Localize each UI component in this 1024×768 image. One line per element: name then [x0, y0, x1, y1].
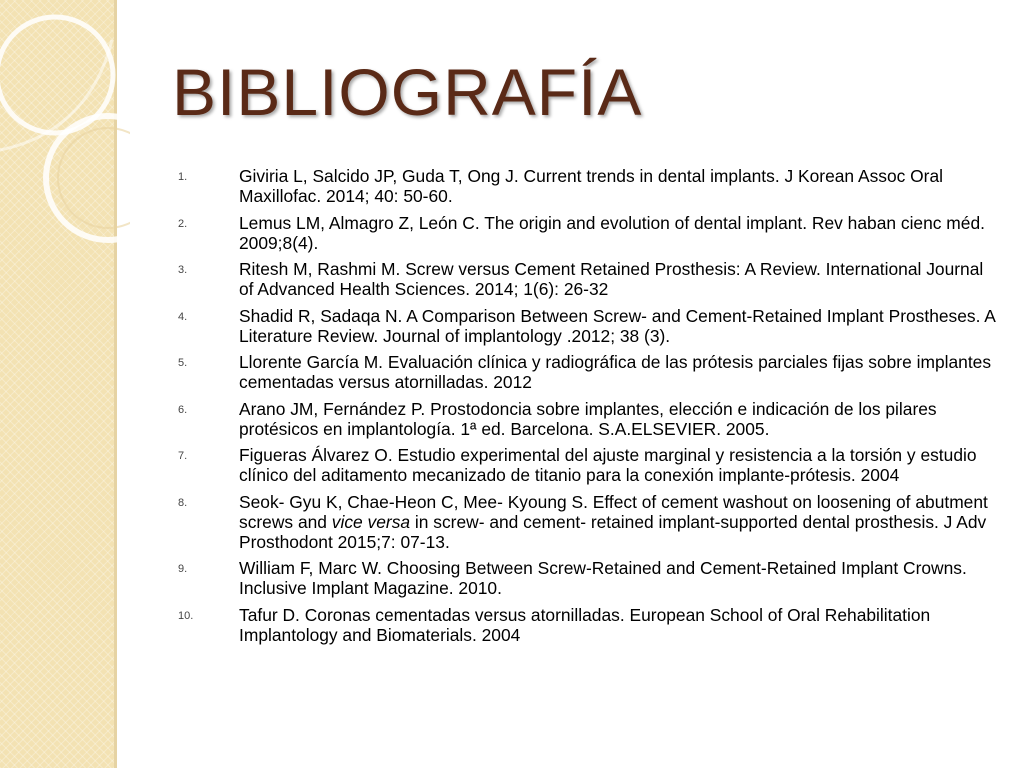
reference-item-10 — [178, 605, 998, 645]
reference-text: Shadid R, Sadaqa N. A Comparison Between Screw- and Cement-Retained Implant Prostheses. A Literature Review. Journal of implantology .2012; 38 (3). — [239, 305, 995, 346]
reference-item-1 — [178, 166, 998, 206]
reference-text-part: in screw- and cement- retained implant-supported dental prosthesis. J Adv Prosthodont 2015;7: 07-13. — [239, 511, 987, 552]
slide-title: BIBLIOGRAFÍA — [172, 55, 643, 129]
reference-number: 3. — [178, 264, 188, 276]
reference-number: 6. — [178, 403, 188, 416]
reference-list — [178, 166, 998, 651]
reference-number: 1. — [178, 171, 188, 183]
reference-number: 7. — [178, 450, 188, 462]
reference-number: 8. — [178, 496, 188, 509]
reference-text: Figueras Álvarez O. Estudio experimental del ajuste marginal y resistencia a la torsión y estudio clínico del aditamento mecanizado de titanio para la conexión implante-prótesis. 2004 — [239, 445, 977, 485]
reference-text: Tafur D. Coronas cementadas versus atornilladas. European School of Oral Rehabilitation Implantology and Biomaterials. 2004 — [239, 604, 931, 645]
reference-text — [239, 492, 998, 552]
reference-text: Ritesh M, Rashmi M. Screw versus Cement Retained Prosthesis: A Review. International Journal of Advanced Health Sciences. 2014; 1(6): 26-32 — [239, 259, 984, 299]
reference-number: 5. — [178, 357, 188, 369]
reference-text-italic: vice versa — [331, 511, 411, 532]
reference-text-part: Seok- Gyu K, Chae-Heon C, Mee- Kyoung S. Effect of cement washout on loosening of abutment screws and — [239, 491, 988, 532]
reference-item-9 — [178, 558, 998, 598]
reference-item-5 — [178, 352, 998, 392]
reference-number: 4. — [178, 310, 188, 323]
reference-item-7 — [178, 445, 998, 485]
reference-text: Llorente García M. Evaluación clínica y radiográfica de las prótesis parciales fijas sobre implantes cementadas versus atornilladas. 2012 — [239, 352, 992, 392]
reference-item-4 — [178, 306, 998, 346]
reference-text: Arano JM, Fernández P. Prostodoncia sobre implantes, elección e indicación de los pilares protésicos en implantología. 1ª ed. Barcelona. S.A.ELSEVIER. 2005. — [239, 398, 937, 439]
decorative-rings-graphic — [0, 0, 130, 300]
reference-number: 10. — [178, 609, 194, 622]
reference-text: William F, Marc W. Choosing Between Screw-Retained and Cement-Retained Implant Crowns. Inclusive Implant Magazine. 2010. — [239, 558, 967, 598]
reference-text: Giviria L, Salcido JP, Guda T, Ong J. Current trends in dental implants. J Korean Assoc Oral Maxillofac. 2014; 40: 50-60. — [239, 166, 944, 206]
reference-text: Lemus LM, Almagro Z, León C. The origin and evolution of dental implant. Rev haban cienc méd. 2009;8(4). — [239, 212, 985, 253]
reference-number: 2. — [178, 217, 188, 230]
reference-item-8 — [178, 492, 998, 552]
reference-item-3 — [178, 259, 998, 299]
reference-item-2 — [178, 213, 998, 253]
reference-number: 9. — [178, 563, 188, 575]
reference-item-6 — [178, 399, 998, 439]
